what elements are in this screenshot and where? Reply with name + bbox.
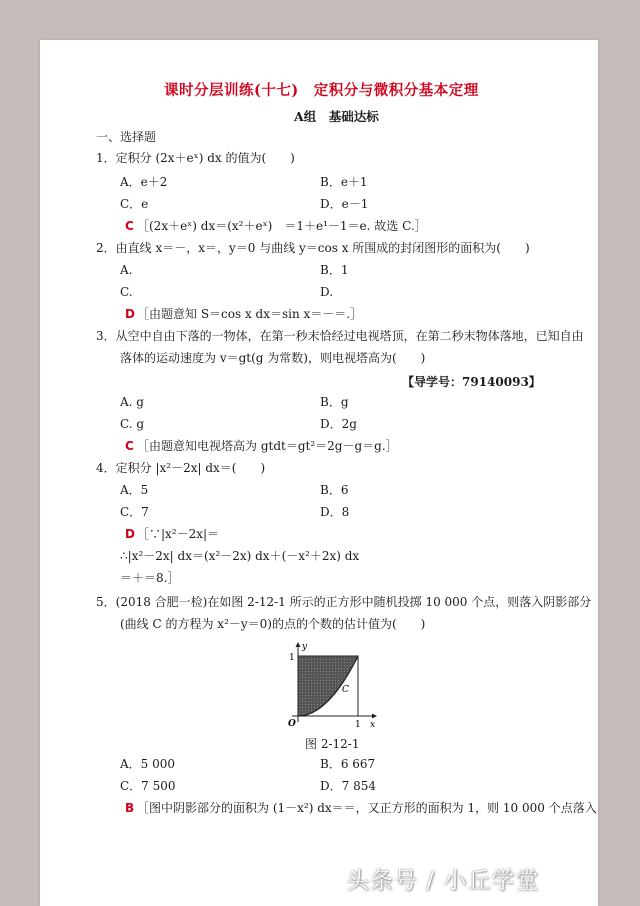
- q3-stem-line1: 3．从空中自由下落的一物体，在第一秒末恰经过电视塔顶，在第二秒末物体落地，已知自由: [96, 329, 584, 343]
- q2-option-c: C.: [120, 285, 133, 299]
- watermark: 头条号 / 小丘学堂: [346, 868, 540, 894]
- section-heading: 一、选择题: [96, 130, 157, 144]
- origin-label: O: [288, 719, 296, 729]
- q2-option-b: B．1: [320, 263, 349, 277]
- q3-answer: C: [125, 439, 134, 453]
- q1-option-b: B．e＋1: [320, 175, 368, 189]
- y-one-label: 1: [289, 653, 295, 663]
- figure-2-12-1: [280, 640, 380, 730]
- q5-solution: ［图中阴影部分的面积为 (1－x²) dx＝＝，又正方形的面积为 1，则 10 000 个点落入: [137, 801, 597, 815]
- q4-option-b: B．6: [320, 483, 349, 497]
- curve-label: C: [342, 685, 349, 695]
- q3-option-b: B．g: [320, 395, 349, 409]
- q5-stem-line1: 5．(2018 合肥一检)在如图 2-12-1 所示的正方形中随机投掷 10 000 个点，则落入阴影部分: [96, 595, 592, 609]
- q3-option-c: C. g: [120, 417, 145, 431]
- q3-stem-line2: 落体的运动速度为 v＝gt(g 为常数)，则电视塔高为( ): [120, 351, 426, 365]
- q4-option-d: D．8: [320, 505, 350, 519]
- q1-answer: C: [125, 219, 134, 233]
- x-axis-label: x: [370, 720, 376, 730]
- q3-solution: ［由题意知电视塔高为 gtdt＝gt²＝2g－g＝g.］: [137, 439, 398, 453]
- q5-answer: B: [125, 801, 135, 815]
- q4-option-a: A．5: [120, 483, 149, 497]
- q2-stem: 2．由直线 x＝－，x＝，y＝0 与曲线 y＝cos x 所围成的封闭图形的面积为( ): [96, 241, 530, 255]
- shaded-region: [298, 656, 358, 716]
- q4-solution-line3: ＝＋＝8.］: [120, 571, 180, 585]
- q1-stem: 1．定积分 (2x＋eˣ) dx 的值为( ): [96, 151, 295, 165]
- q5-option-a: A．5 000: [120, 757, 176, 771]
- q5-option-d: D．7 854: [320, 779, 376, 793]
- q1-option-c: C．e: [120, 197, 149, 211]
- q5-stem-line2: (曲线 C 的方程为 x²－y＝0)的点的个数的估计值为( ): [120, 617, 426, 631]
- q5-option-b: B．6 667: [320, 757, 376, 771]
- q3-reference-number: 【导学号：79140093】: [402, 375, 541, 389]
- x-one-label: 1: [355, 720, 361, 730]
- y-axis-arrow: [296, 642, 301, 647]
- y-axis-label: y: [302, 642, 308, 652]
- q2-solution: ［由题意知 S＝cos x dx＝sin x＝－＝.］: [137, 307, 363, 321]
- q2-option-a: A.: [120, 263, 133, 277]
- q1-solution: ［(2x＋eˣ) dx＝(x²＋eˣ) ＝1＋e¹－1＝e. 故选 C.］: [137, 219, 427, 233]
- q1-option-a: A．e＋2: [120, 175, 168, 189]
- q4-solution-line2: ∴|x²－2x| dx＝(x²－2x) dx＋(－x²＋2x) dx: [120, 549, 360, 563]
- q3-option-a: A. g: [120, 395, 144, 409]
- figure-caption: 图 2-12-1: [305, 737, 360, 751]
- q5-option-c: C．7 500: [120, 779, 176, 793]
- document-page: [40, 40, 598, 906]
- q2-answer: D: [125, 307, 135, 321]
- x-axis-arrow: [372, 714, 377, 719]
- q4-answer: D: [125, 527, 135, 541]
- q3-option-d: D．2g: [320, 417, 357, 431]
- group-heading: A组 基础达标: [294, 109, 379, 124]
- q1-option-d: D．e－1: [320, 197, 369, 211]
- q2-option-d: D.: [320, 285, 334, 299]
- page-title: 课时分层训练(十七) 定积分与微积分基本定理: [164, 82, 479, 99]
- q4-solution-line1: ［∵|x²－2x|＝: [137, 527, 220, 541]
- q4-stem: 4．定积分 |x²－2x| dx＝( ): [96, 461, 266, 475]
- q4-option-c: C．7: [120, 505, 149, 519]
